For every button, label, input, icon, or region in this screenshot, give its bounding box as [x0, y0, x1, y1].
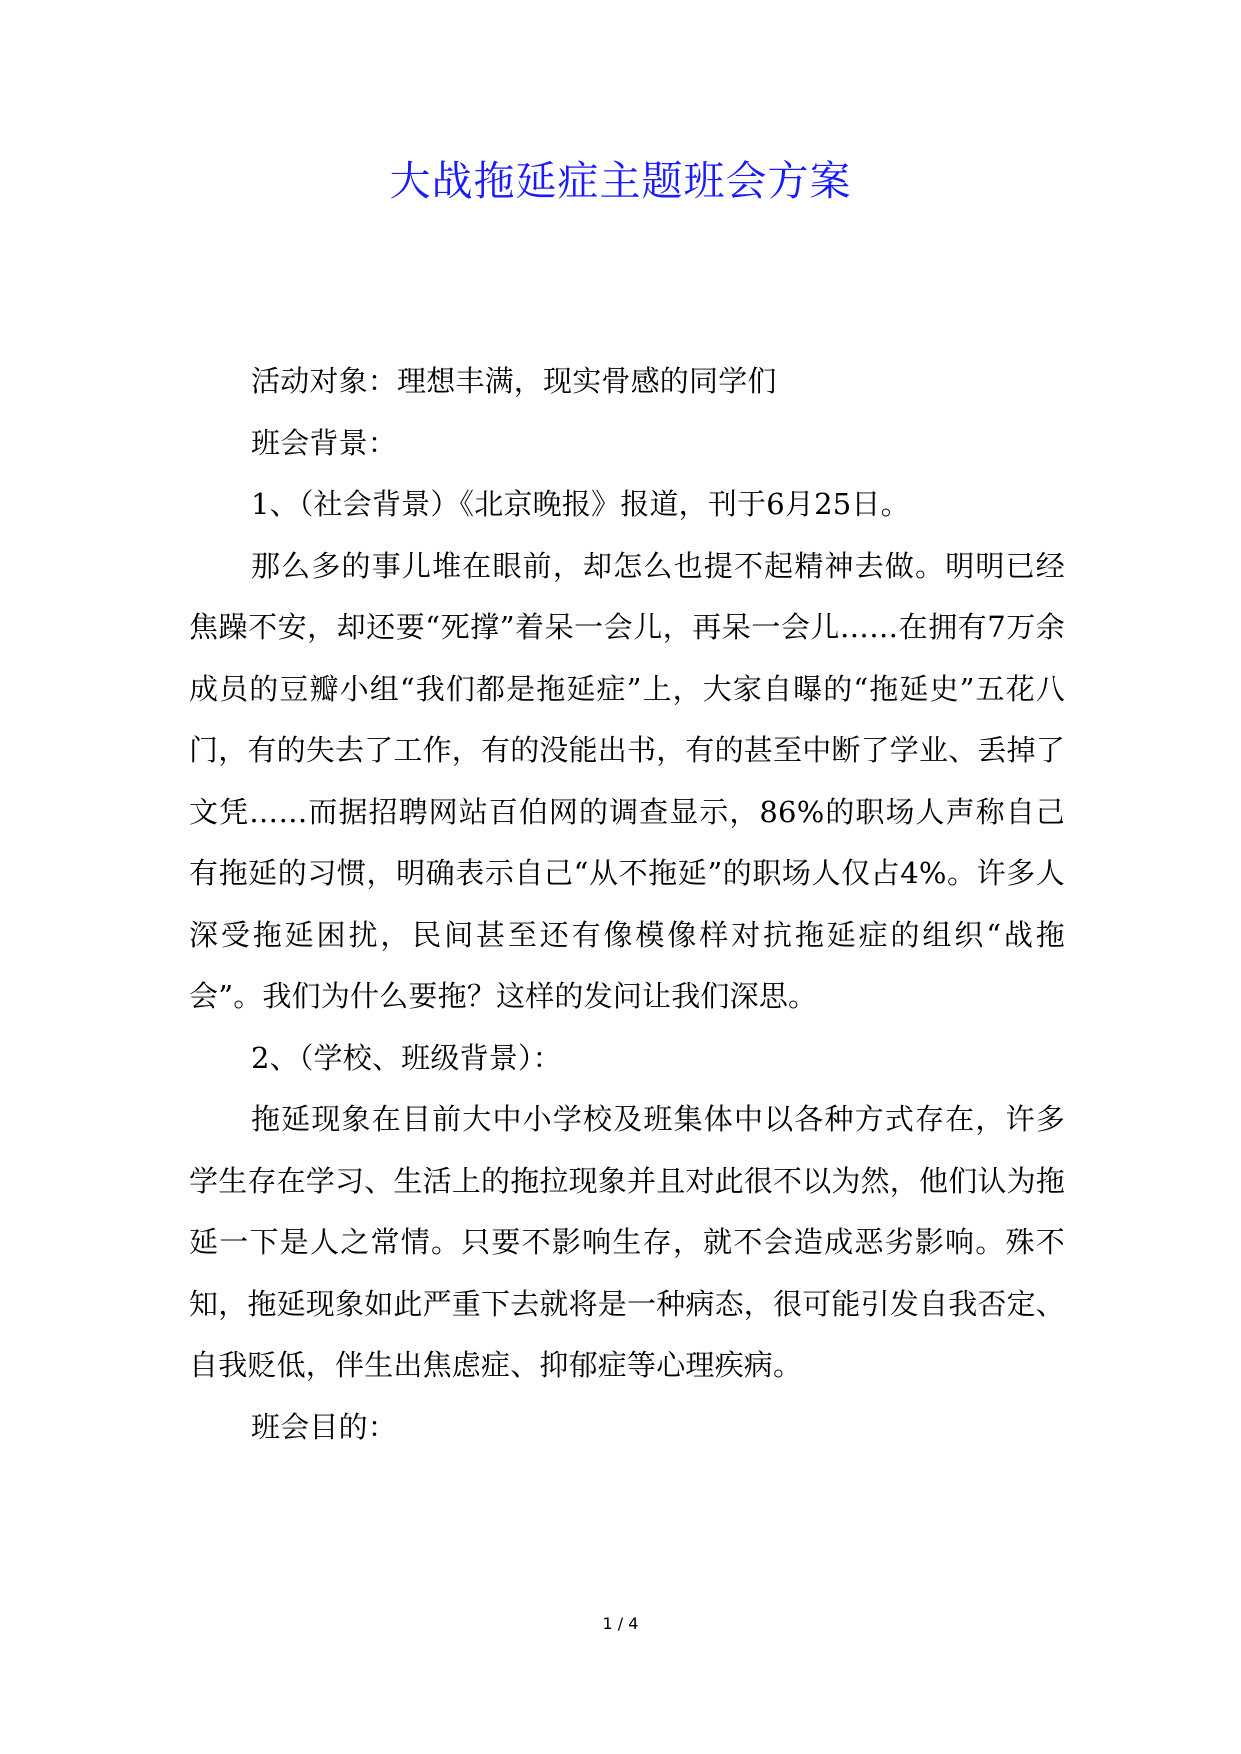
paragraph-social-detail: 那么多的事儿堆在眼前，却怎么也提不起精神去做。明明已经焦躁不安，却还要“死撑”着呆一会儿，再呆一会儿……在拥有7万余成员的豆瓣小组“我们都是拖延症”上，大家自曝的“拖延史”五花八门，有的失去了工作，有的没能出书，有的甚至中断了学业、丢掉了文凭……而据招聘网站百伯网的调查显示，86%的职场人声称自己有拖延的习惯，明确表示自己“从不拖延”的职场人仅占4%。许多人深受拖延困扰，民间甚至还有像模像样对抗拖延症的组织“战拖会”。我们为什么要拖？这样的发问让我们深思。	[189, 548, 1066, 1013]
paragraph-background-heading: 班会背景：	[251, 425, 398, 460]
paragraph-school-detail: 拖延现象在目前大中小学校及班集体中以各种方式存在，许多学生存在学习、生活上的拖拉现象并且对此很不以为然，他们认为拖延一下是人之常情。只要不影响生存，就不会造成恶劣影响。殊不知，拖延现象如此严重下去就将是一种病态，很可能引发自我否定、自我贬低，伴生出焦虑症、抑郁症等心理疾病。	[189, 1102, 1066, 1382]
document-body	[189, 351, 1065, 1458]
paragraph-social-background: 1、（社会背景）《北京晚报》报道，刊于6月25日。	[251, 487, 910, 521]
paragraph-school-background: 2、（学校、班级背景）：	[251, 1040, 562, 1075]
page-number: 1 / 4	[602, 1614, 639, 1633]
paragraph-audience: 活动对象：理想丰满，现实骨感的同学们	[251, 364, 777, 398]
paragraph-purpose-heading: 班会目的：	[251, 1409, 398, 1444]
document-title: 大战拖延症主题班会方案	[389, 157, 852, 205]
